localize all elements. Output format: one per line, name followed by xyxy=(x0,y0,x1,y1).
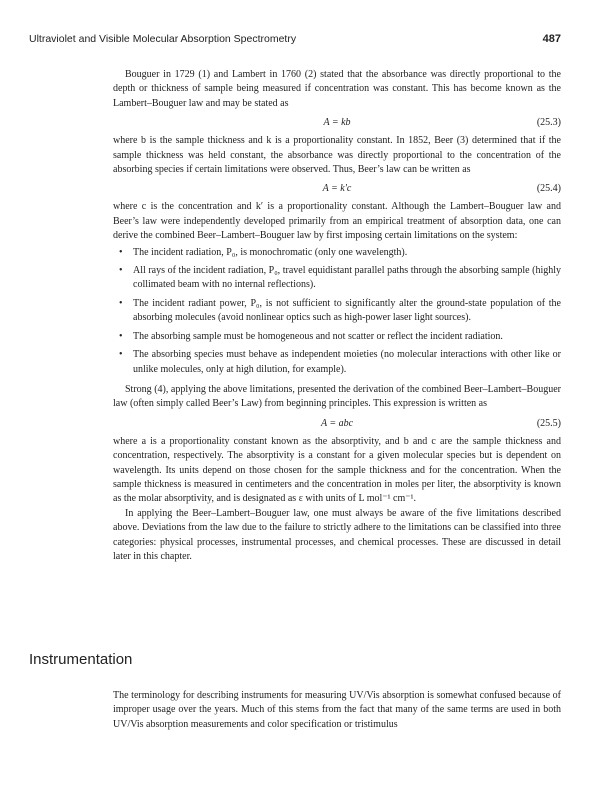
paragraph: The terminology for describing instruments for measuring UV/Vis absorption is somewhat confused because of improper usage over the years. Much of this stems from the fact that many of the same terms are used in both UV/Vis absorption measurements and color specification or tristimulus xyxy=(113,690,561,730)
running-title: Ultraviolet and Visible Molecular Absorption Spectrometry xyxy=(29,33,297,45)
running-header xyxy=(29,33,561,49)
equation-25-4 xyxy=(113,179,561,199)
equation-25-3 xyxy=(113,113,561,133)
paragraph: where a is a proportionality constant known as the absorptivity, and b and c are the sample thickness and concentration, respectively. The absorptivity is a constant for a given molecular species but is dependent on wavelength. Its units depend on those chosen for the sample thickness and for the concentration. When the sample thickness is measured in centimeters and the concentration in moles per liter, the absorptivity is known as the molar absorptivity, and is designated as ε with units of L mol⁻¹ cm⁻¹. xyxy=(113,435,561,505)
list-item: • The incident radiant power, P₀, is not sufficient to significantly alter the ground-state population of the absorbing molecules (avoid nonlinear optics such as high-power laser light sources). xyxy=(119,297,561,324)
paragraph: where b is the sample thickness and k is a proportionality constant. In 1852, Beer (3) determined that if the sample thickness was held constant, the absorbance was directly proportional to the concentration of the absorbing species if certain limitations were observed. Thus, Beer’s law can be written as xyxy=(113,135,561,176)
paragraph: In applying the Beer–Lambert–Bouguer law, one must always be aware of the five limitations described above. Deviations from the law due to the failure to strictly adhere to the limitations can be classified into three categories: physical processes, instrumental processes, and chemical processes. These are discussed in detail later in this chapter. xyxy=(113,507,561,562)
paragraph: Bouguer in 1729 (1) and Lambert in 1760 (2) stated that the absorbance was directly proportional to the depth or thickness of sample being measured if concentration was constant. This has become known as the Lambert–Bouguer law and may be stated as xyxy=(113,69,561,109)
bullet-icon: • xyxy=(119,265,123,277)
equation-25-5 xyxy=(113,414,561,434)
equation-number: (25.4) xyxy=(536,183,561,195)
body-text xyxy=(113,68,561,564)
page-number: 487 xyxy=(542,33,561,45)
equation-expression: A = kb xyxy=(323,117,351,129)
paragraph: where c is the concentration and k′ is a proportionality constant. Although the Lambert–Bouguer law and Beer’s law were independently developed primarily from an empirical treatment of absorption data, one can derive the combined Beer–Lambert–Bouguer law by first imposing certain limitations on the system: xyxy=(113,201,561,242)
paragraph: Strong (4), applying the above limitations, presented the derivation of the combined Beer–Lambert–Bouguer law (often simply called Beer’s Law) from beginning principles. This expression is written as xyxy=(113,383,561,410)
list-item: • The absorbing species must behave as independent moieties (no molecular interactions with other like or unlike molecules, only at high dilution, for example). xyxy=(119,349,561,375)
equation-expression: A = k′c xyxy=(322,183,352,195)
bullet-icon: • xyxy=(119,297,123,309)
list-item: • The incident radiation, P₀, is monochromatic (only one wavelength). xyxy=(113,246,561,260)
list-item: • All rays of the incident radiation, P₀, travel equidistant parallel paths through the absorbing sample (highly collimated beam with no internal reflections). xyxy=(119,265,561,291)
equation-number: (25.5) xyxy=(536,417,561,429)
section-heading: Instrumentation xyxy=(29,651,133,668)
body-text-continued xyxy=(113,689,561,732)
equation-expression: A = abc xyxy=(320,417,354,429)
bullet-icon: • xyxy=(119,330,123,342)
bullet-icon: • xyxy=(119,246,123,258)
bullet-icon: • xyxy=(119,349,123,361)
list-item: • The absorbing sample must be homogeneous and not scatter or reflect the incident radiation. xyxy=(113,330,561,344)
equation-number: (25.3) xyxy=(536,117,561,129)
limitations-list xyxy=(113,246,561,377)
